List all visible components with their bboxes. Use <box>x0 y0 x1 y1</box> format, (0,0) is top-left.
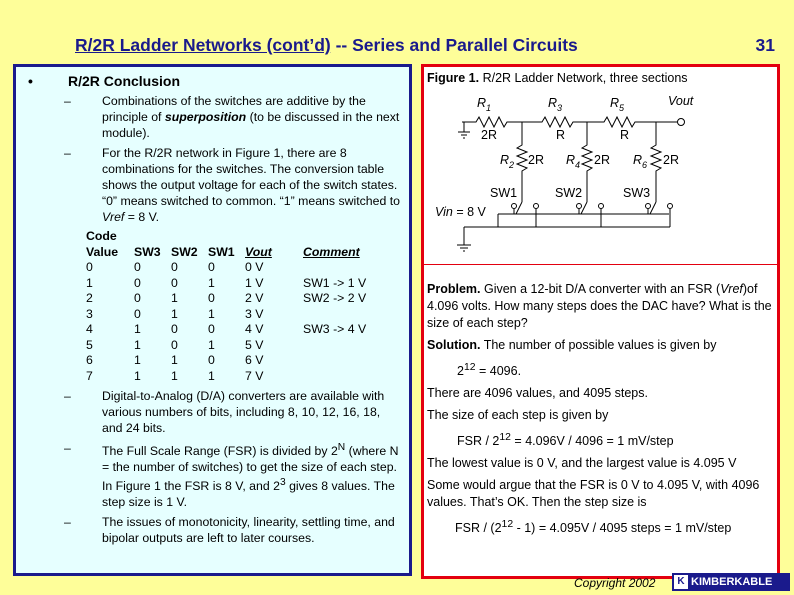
label-vout: Vout <box>668 94 694 108</box>
title-main: R/2R Ladder Networks (cont’d) <box>75 35 331 55</box>
page-number: 31 <box>755 35 775 55</box>
label-2r-top: 2R <box>481 128 497 142</box>
bullet-dot-icon: • <box>28 73 33 89</box>
resistor-r2 <box>517 122 527 202</box>
r2r-ladder-diagram <box>424 67 777 263</box>
table-row: 5 1 0 1 5 V <box>86 337 264 352</box>
title-rest: -- Series and Parallel Circuits <box>330 35 578 55</box>
p1-text-a: Combinations of the switches are additive by the principle of <box>102 94 366 124</box>
table-row: 3 0 1 1 3 V <box>86 306 264 321</box>
p1-text-b: (to be discussed in the next module). <box>102 110 400 140</box>
conclusion-panel <box>13 64 412 576</box>
table-row: 1 0 0 1 1 V SW1 -> 1 V <box>86 275 367 290</box>
table-row: 0 0 0 0 0 V <box>86 260 264 274</box>
label-r6: $R_6$ <box>633 153 648 170</box>
table-row: 2 0 1 0 2 V SW2 -> 2 V <box>86 291 367 305</box>
bullet-heading <box>28 73 401 89</box>
panel-divider <box>424 264 777 265</box>
table-row: 7 1 1 1 7 V <box>86 368 264 383</box>
label-r5: $R_5$ <box>610 96 625 113</box>
label-r1: $R_1$ <box>477 96 492 113</box>
logo-mark-icon: K <box>674 575 688 589</box>
heading-text: R/2R Conclusion <box>68 73 181 89</box>
p5-text: The issues of monotonicity, linearity, settling time, and bipolar outputs are left to later courses. <box>102 515 395 546</box>
label-vin: Vin = 8 V <box>435 205 486 219</box>
problem-solution: Problem. Given a 12-bit D/A converter with an FSR (Vref)of 4.096 volts. How many steps does the DAC have? What is the size of each step? Solution. The number of possible values is given by $2^{12} = 4096$. There are 4096 values, and 4095 steps. The size of each step is given by FSR / $2^{12} = 4.096V / 4096 = 1$ mV/step The lowest value is 0 V, and the largest value is 4.095 V Some would argue that the FSR is 0 V to 4.095 V, with 4096 values. That’s OK. Then the step size is FSR / $(2^{12} - 1) = 4.095V / 4095$ steps = 1 mV/step <box>427 282 772 536</box>
label-r4: $R_4$ <box>566 153 581 170</box>
slide-title <box>75 35 775 56</box>
p3-text: Digital-to-Analog (D/A) converters are available with various numbers of bits, including 8, 10, 12, 16, 18, and 24 bits. <box>102 389 385 435</box>
sub-bullet-5: – The issues of monotonicity, linearity, settling time, and bipolar outputs are left to later courses. <box>64 514 401 546</box>
p2-text-b: = 8 V. <box>124 210 160 224</box>
copyright: Copyright 2002 <box>574 576 656 590</box>
table-row: 6 1 1 0 6 V <box>86 353 264 367</box>
label-2r-r2: 2R <box>528 153 544 167</box>
p2-text-a: For the R/2R network in Figure 1, there are 8 combinations for the switches. The conversion table shows the output voltage for each of the switch states. “0” means switched to common. “1” means switched to <box>102 146 400 208</box>
resistor-r6 <box>651 122 661 202</box>
resistor-r4 <box>582 122 592 202</box>
label-r2: $R_2$ <box>500 153 515 170</box>
label-r-top-2: R <box>620 128 630 142</box>
label-r-top-1: R <box>556 128 566 142</box>
resistor-r1 <box>467 117 677 127</box>
conversion-table <box>86 229 366 384</box>
p1-emphasis: superposition <box>164 110 247 124</box>
label-2r-r4: 2R <box>594 153 610 167</box>
sub-bullet-2: – For the R/2R network in Figure 1, there are 8 combinations for the switches. The conversion table shows the output voltage for each of the switch states. “0” means switched to common. “1” means switched to Vref = 8 V. <box>64 146 400 224</box>
sub-bullet-3: – Digital-to-Analog (D/A) converters are available with various numbers of bits, including 8, 10, 12, 16, 18, and 24 bits. <box>64 388 401 436</box>
table-header-row-2: Value SW3 SW2 SW1 Vout Comment <box>86 244 360 259</box>
figure-problem-panel <box>421 64 780 579</box>
p2-emphasis: Vref <box>102 210 125 224</box>
label-2r-r6: 2R <box>663 153 679 167</box>
figure-caption: Figure 1. R/2R Ladder Network, three sections <box>427 71 688 85</box>
label-sw2: SW2 <box>555 186 583 200</box>
sub-bullet-1: – Combinations of the switches are additive by the principle of superposition (to be discussed in the next module). <box>64 94 400 140</box>
table-header-row-1: Code <box>86 229 117 243</box>
label-r3: $R_3$ <box>548 96 563 113</box>
table-row: 4 1 0 0 4 V SW3 -> 4 V <box>86 322 367 336</box>
sub-bullet-4: – The Full Scale Range (FSR) is divided by $2^N$ (where N = the number of switches) to get the size of each step. In Figure 1 the FSR is 8 V, and $2^3$ gives 8 values. The step size is 1 V. <box>64 441 399 510</box>
kimberkable-logo: K KIMBERKABLE <box>672 573 790 591</box>
label-sw3: SW3 <box>623 186 651 200</box>
label-sw1: SW1 <box>490 186 518 200</box>
